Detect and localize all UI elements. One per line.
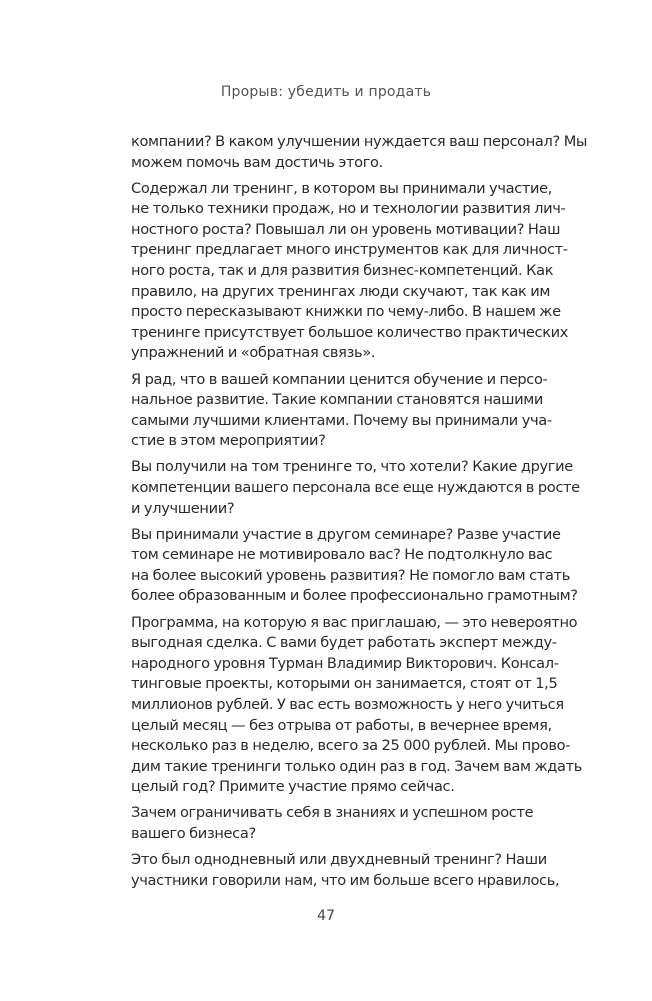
text-line: Это был однодневный или двухдневный тренинг? Наши [131, 851, 547, 869]
paragraph [131, 525, 578, 607]
text-line: ностного роста? Повышал ли он уровень мотивации? Наш [131, 220, 561, 238]
text-line: тинговые проекты, которыми он занимается, стоят от 1,5 [131, 675, 558, 693]
text-line: просто пересказывают книжки по чему-либо. В нашем же [131, 303, 561, 321]
text-line: не только техники продаж, но и технологии развития лич- [131, 200, 566, 218]
text-line: тренинге присутствует большое количество практических [131, 323, 569, 341]
running-header: Прорыв: убедить и продать [220, 84, 432, 100]
paragraph [131, 179, 569, 364]
text-line: более образованным и более профессионально грамотным? [131, 587, 578, 605]
paragraph [131, 613, 582, 798]
text-line: тренинг предлагает много инструментов как для личност- [131, 241, 568, 259]
text-line: можем помочь вам достичь этого. [131, 153, 383, 171]
text-line: целый год? Примите участие прямо сейчас. [131, 778, 455, 796]
text-line: упражнений и «обратная связь». [131, 344, 376, 362]
paragraph [131, 132, 588, 173]
paragraph [131, 803, 533, 844]
text-line: миллионов рублей. У вас есть возможность у него учиться [131, 695, 564, 713]
text-line: стие в этом мероприятии? [131, 432, 326, 450]
page-number: 47 [317, 908, 335, 924]
paragraph [131, 370, 552, 452]
text-line: правило, на других тренингах люди скучают, так как им [131, 282, 551, 300]
text-line: самыми лучшими клиентами. Почему вы принимали уча- [131, 411, 552, 429]
text-line: Я рад, что в вашей компании ценится обучение и персо- [131, 370, 548, 388]
text-line: вашего бизнеса? [131, 825, 256, 842]
text-line: компании? В каком улучшении нуждается ваш персонал? Мы [131, 133, 588, 150]
text-line: дим такие тренинги только один раз в год. Зачем вам ждать [131, 757, 582, 775]
text-line: Вы принимали участие в другом семинаре? Разве участие [131, 525, 561, 543]
text-line: компетенции вашего персонала все еще нуждаются в росте [131, 479, 580, 496]
page-body [131, 132, 588, 897]
text-line: том семинаре не мотивировало вас? Не подтолкнуло вас [131, 546, 553, 564]
text-line: несколько раз в неделю, всего за 25 000 рублей. Мы прово- [131, 737, 571, 755]
paragraph [131, 457, 580, 519]
text-line: народного уровня Турман Владимир Викторович. Консал- [131, 654, 559, 672]
text-line: выгодная сделка. С вами будет работать эксперт между- [131, 634, 557, 652]
text-line: Зачем ограничивать себя в знаниях и успешном росте [131, 804, 534, 822]
text-line: нальное развитие. Такие компании становятся нашими [131, 391, 544, 409]
text-line: участники говорили нам, что им больше всего нравилось, [131, 871, 560, 889]
text-line: Содержал ли тренинг, в котором вы принимали участие, [131, 179, 553, 197]
text-line: и улучшении? [131, 499, 235, 517]
text-line: ного роста, так и для развития бизнес-компетенций. Как [131, 262, 554, 280]
text-line: целый месяц — без отрыва от работы, в вечернее время, [131, 716, 552, 734]
text-line: на более высокий уровень развития? Не помогло вам стать [131, 566, 570, 584]
text-line: Вы получили на том тренинге то, что хотели? Какие другие [131, 458, 573, 476]
paragraph [131, 850, 560, 891]
text-line: Программа, на которую я вас приглашаю, — это невероятно [131, 613, 578, 631]
